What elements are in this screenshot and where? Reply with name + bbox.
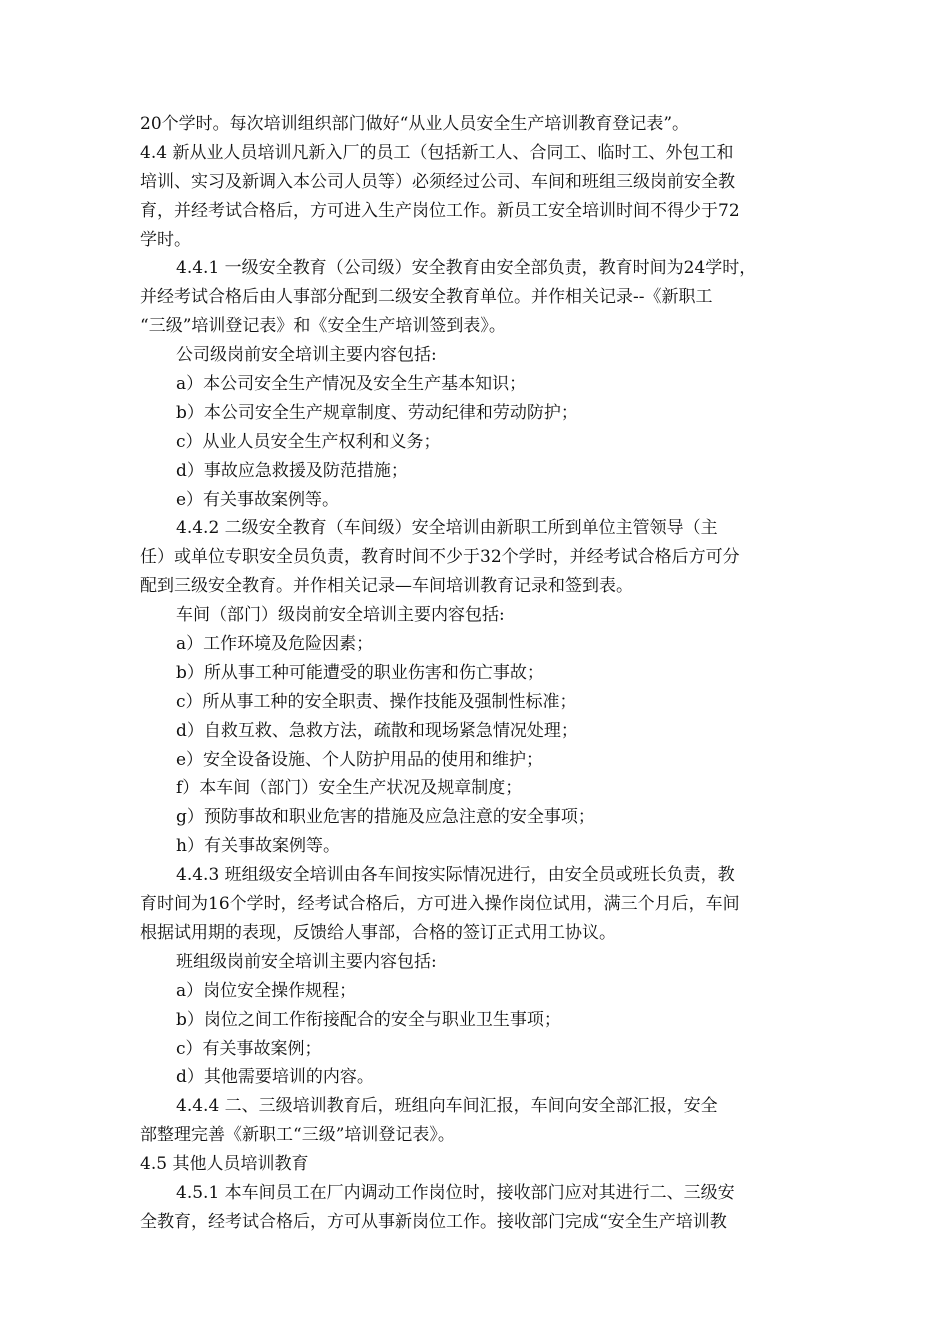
document-body (140, 110, 820, 1237)
text-line: d）自救互救、急救方法，疏散和现场紧急情况处理； (176, 720, 578, 741)
text-line: a）本公司安全生产情况及安全生产基本知识； (176, 374, 527, 395)
text-line: 部整理完善《新职工“三级”培训登记表》。 (140, 1125, 455, 1146)
text-line: b）所从事工种可能遭受的职业伤害和伤亡事故； (176, 662, 544, 683)
text-line: 4.5.1 本车间员工在厂内调动工作岗位时，接收部门应对其进行二、三级安 (176, 1182, 735, 1203)
text-line: 根据试用期的表现，反馈给人事部，合格的签订正式用工协议。 (140, 922, 616, 943)
text-line: 4.4 新从业人员培训凡新入厂的员工（包括新工人、合同工、临时工、外包工和 (140, 142, 734, 163)
text-line: e）安全设备设施、个人防护用品的使用和维护； (176, 749, 544, 770)
text-line: b）岗位之间工作衔接配合的安全与职业卫生事项； (176, 1009, 561, 1030)
text-line: 任）或单位专职安全员负责，教育时间不少于32个学时，并经考试合格后方可分 (140, 547, 740, 568)
text-line: 班组级岗前安全培训主要内容包括: (176, 951, 437, 972)
text-line: 20个学时。每次培训组织部门做好“从业人员安全生产培训教育登记表”。 (140, 114, 690, 134)
text-line: 4.4.2 二级安全教育（车间级）安全培训由新职工所到单位主管领导（主 (176, 518, 718, 539)
text-line: 4.4.4 二、三级培训教育后，班组向车间汇报，车间向安全部汇报，安全 (176, 1096, 718, 1117)
text-line: “三级”培训登记表》和《安全生产培训签到表》。 (140, 316, 506, 337)
text-line: 育时间为16个学时，经考试合格后，方可进入操作岗位试用，满三个月后，车间 (140, 894, 740, 915)
text-line: 学时。 (140, 229, 191, 250)
text-line: 4.4.1 一级安全教育（公司级）安全教育由安全部负责，教育时间为24学时， (176, 258, 757, 279)
text-line: b）本公司安全生产规章制度、劳动纪律和劳动防护； (176, 402, 578, 423)
text-line: f）本车间（部门）安全生产状况及规章制度； (176, 778, 523, 799)
text-line: a）岗位安全操作规程； (176, 980, 357, 1001)
text-line: d）其他需要培训的内容。 (176, 1067, 374, 1088)
text-line: c）从业人员安全生产权利和义务； (176, 431, 441, 452)
text-line: 4.5 其他人员培训教育 (140, 1154, 309, 1175)
text-line: d）事故应急救援及防范措施； (176, 460, 408, 481)
text-line: a）工作环境及危险因素； (176, 634, 374, 655)
text-line: c）有关事故案例； (176, 1038, 322, 1059)
text-line: 车间（部门）级岗前安全培训主要内容包括: (176, 605, 505, 626)
text-line: 4.4.3 班组级安全培训由各车间按实际情况进行，由安全员或班长负责，教 (176, 865, 735, 886)
text-line: 配到三级安全教育。并作相关记录—车间培训教育记录和签到表。 (140, 576, 633, 597)
text-line: h）有关事故案例等。 (176, 836, 340, 857)
text-line: 并经考试合格后由人事部分配到二级安全教育单位。并作相关记录--《新职工 (140, 287, 713, 308)
text-line: g）预防事故和职业危害的措施及应急注意的安全事项； (176, 807, 595, 828)
text-line: 育，并经考试合格后，方可进入生产岗位工作。新员工安全培训时间不得少于72 (140, 200, 740, 221)
text-line: 培训、实习及新调入本公司人员等）必须经过公司、车间和班组三级岗前安全教 (140, 171, 735, 192)
text-line: c）所从事工种的安全职责、操作技能及强制性标准； (176, 691, 577, 712)
text-line: 公司级岗前安全培训主要内容包括: (176, 345, 437, 366)
text-line: 全教育，经考试合格后，方可从事新岗位工作。接收部门完成“安全生产培训教 (140, 1211, 727, 1232)
text-line: e）有关事故案例等。 (176, 489, 340, 510)
